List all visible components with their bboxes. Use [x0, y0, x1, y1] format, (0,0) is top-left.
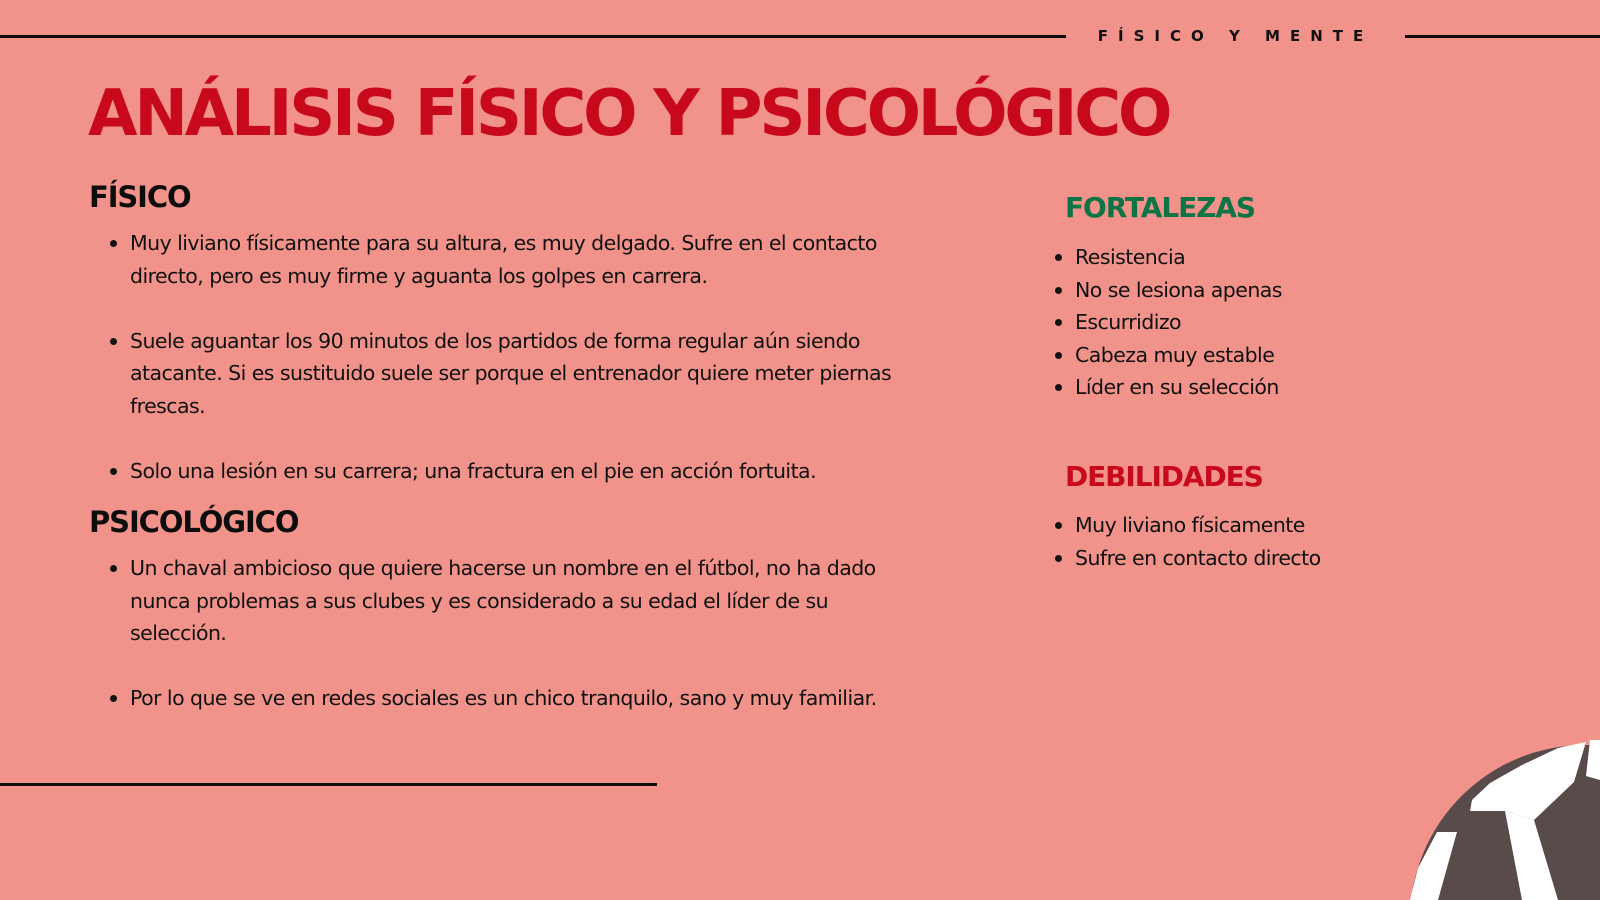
top-divider-right: [1405, 35, 1600, 38]
fortaleza-item: Líder en su selección: [1053, 371, 1553, 404]
header-kicker: FÍSICO Y MENTE: [1097, 27, 1374, 45]
fisico-item: Solo una lesión en su carrera; una fractura en el pie en acción fortuita.: [108, 455, 928, 488]
fortaleza-item: Cabeza muy estable: [1053, 339, 1553, 372]
top-divider-left: [0, 35, 1066, 38]
fisico-item: Suele aguantar los 90 minutos de los partidos de forma regular aún siendo atacante. Si es sustituido suele ser porque el entrenador quiere meter piernas frescas.: [108, 325, 928, 423]
soccer-ball-icon: [1410, 740, 1600, 900]
psicologico-heading: PSICOLÓGICO: [89, 505, 299, 539]
fortalezas-heading: FORTALEZAS: [1065, 191, 1255, 224]
fortaleza-item: No se lesiona apenas: [1053, 274, 1553, 307]
debilidades-list: [1053, 509, 1553, 574]
debilidad-item: Sufre en contacto directo: [1053, 542, 1553, 575]
psicologico-list: [108, 552, 928, 715]
page-title: ANÁLISIS FÍSICO Y PSICOLÓGICO: [88, 77, 1170, 151]
psicologico-item: Por lo que se ve en redes sociales es un chico tranquilo, sano y muy familiar.: [108, 682, 928, 715]
fisico-item: Muy liviano físicamente para su altura, es muy delgado. Sufre en el contacto directo, pero es muy firme y aguanta los golpes en carrera.: [108, 227, 928, 292]
fortalezas-list: [1053, 241, 1553, 404]
debilidades-heading: DEBILIDADES: [1065, 460, 1263, 493]
debilidad-item: Muy liviano físicamente: [1053, 509, 1553, 542]
fortaleza-item: Resistencia: [1053, 241, 1553, 274]
bottom-divider: [0, 783, 657, 786]
fisico-list: [108, 227, 928, 487]
fisico-heading: FÍSICO: [89, 180, 191, 214]
fortaleza-item: Escurridizo: [1053, 306, 1553, 339]
psicologico-item: Un chaval ambicioso que quiere hacerse un nombre en el fútbol, no ha dado nunca problemas a sus clubes y es considerado a su edad el líder de su selección.: [108, 552, 928, 650]
